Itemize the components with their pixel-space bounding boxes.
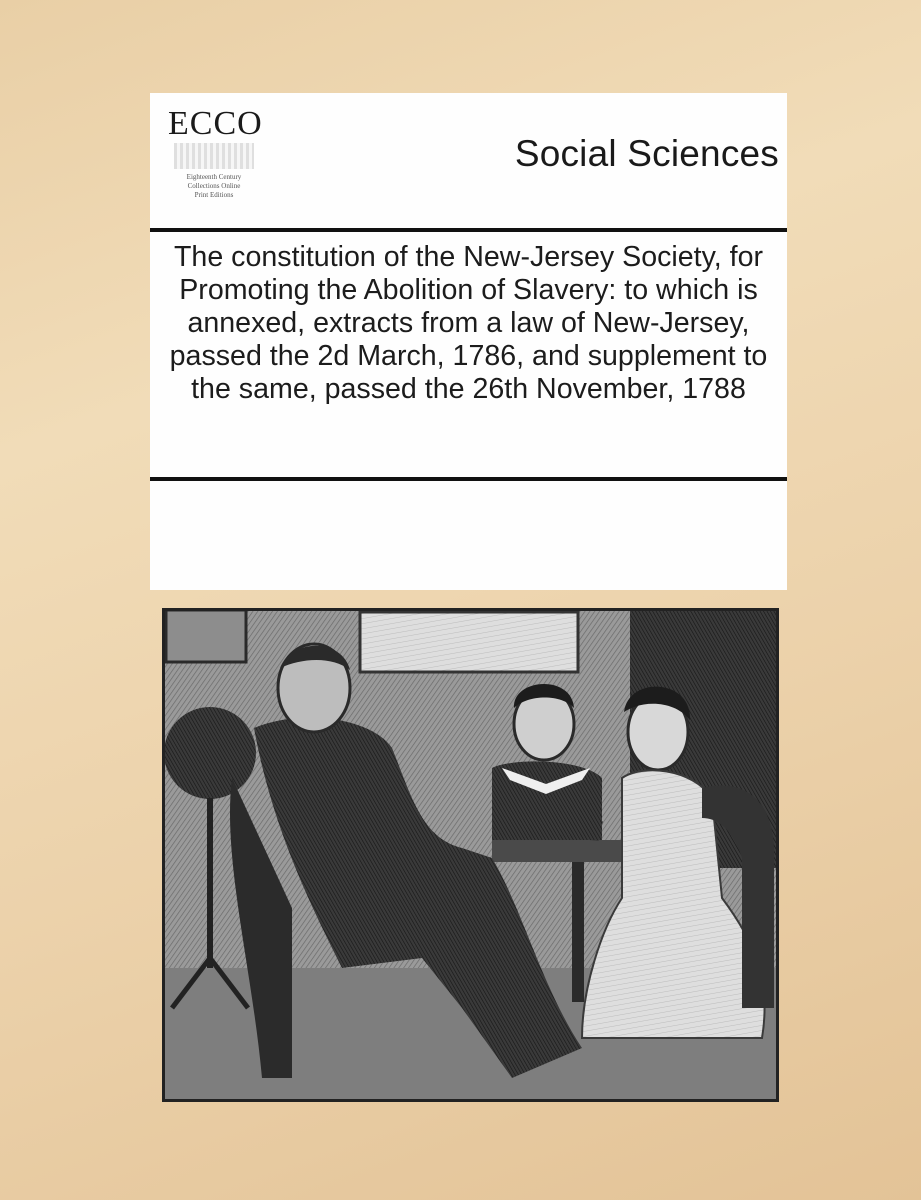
bottom-divider — [150, 477, 787, 481]
logo-mark: ECCO — [168, 105, 263, 142]
top-divider — [150, 228, 787, 232]
logo-line-2: Collections Online — [187, 182, 241, 190]
wall-map — [360, 612, 578, 672]
logo-line-1: Eighteenth Century — [186, 173, 242, 181]
logo-line-3: Print Editions — [194, 191, 234, 199]
book-title: The constitution of the New-Jersey Society, for Promoting the Abolition of Slavery: to which is annexed, extracts from a law of New-Jersey, passed the 2d March, 1786, and supplement to the same, passed the 26th November, 1788 — [169, 241, 768, 405]
category-label: Social Sciences — [514, 133, 779, 174]
ecco-logo — [168, 105, 263, 217]
logo-reflection — [174, 143, 254, 169]
cover-header — [150, 93, 787, 228]
wall-frame — [166, 610, 246, 662]
table — [492, 840, 642, 862]
globe — [164, 707, 256, 799]
cover-engraving — [162, 608, 779, 1102]
cover-panel — [150, 93, 787, 590]
